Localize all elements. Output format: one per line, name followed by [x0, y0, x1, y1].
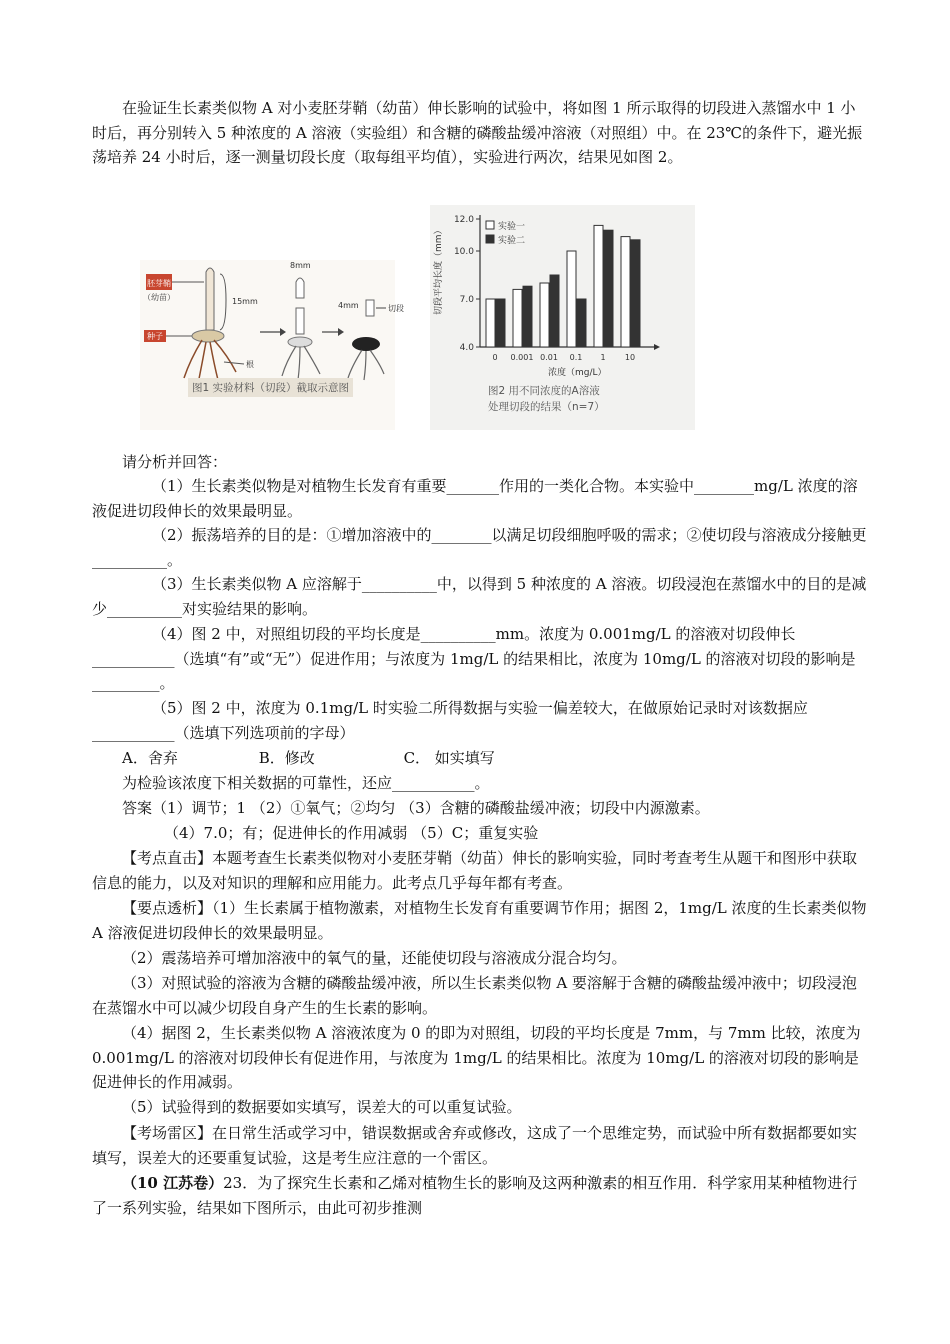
bar-series-1-10: [621, 237, 630, 347]
x-tick-label: 0.01: [540, 353, 558, 362]
y-tick-label: 4.0: [459, 343, 474, 353]
y-axis-label: 切段平均长度（mm）: [434, 225, 444, 315]
label-4mm: 4mm: [338, 301, 359, 310]
question-3: （3）生长素类似物 A 应溶解于__________中，以得到 5 种浓度的 A 溶液。切段浸泡在蒸馏水中的目的是减少__________对实验结果的影响。: [92, 575, 867, 618]
bar-series-1-0.1: [567, 251, 576, 347]
yaodian-paragraph-1: 【要点透析】（1）生长素属于植物激素，对植物生长发育有重要调节作用；据图 2，1mg/L 浓度的生长素类似物 A 溶液促进切段伸长的效果最明显。: [92, 899, 867, 942]
followup-text: 为检验该浓度下相关数据的可靠性，还应___________。: [122, 774, 490, 792]
figure-area: [140, 205, 695, 430]
bar-series-2-0.1: [577, 299, 586, 347]
legend-label-series-2: 实验二: [498, 236, 526, 246]
figure-2-caption-line-1: 图2 用不同浓度的A溶液: [488, 385, 600, 397]
label-seedling: （幼苗）: [143, 293, 175, 302]
x-tick-label: 1: [600, 353, 606, 362]
next-question-text: 23．为了探究生长素和乙烯对植物生长的影响及这两种激素的相互作用．科学家用某种植物进行了一系列实验，结果如下图所示，由此可初步推测: [92, 1174, 858, 1217]
figure-2: [430, 205, 695, 430]
bar-series-2-10: [631, 240, 640, 347]
yaodian-paragraph-5: （5）试验得到的数据要如实填写，误差大的可以重复试验。: [122, 1098, 522, 1116]
yaodian-paragraph-4: （4）据图 2，生长素类似物 A 溶液浓度为 0 的即为对照组，切段的平均长度是 7mm，与 7mm 比较，浓度为 0.001mg/L 的溶液对切段伸长有促进作用，与浓度为 1mg/L 的结果相比。浓度为 10mg/L 的溶液对切段的影响是促进伸长的作用减弱。: [92, 1024, 861, 1091]
label-15mm: 15mm: [232, 297, 258, 306]
yaodian-paragraph-2: （2）震荡培养可增加溶液中的氧气的量，还能使切段与溶液成分混合均匀。: [122, 949, 627, 967]
label-coleoptile: 胚芽鞘: [147, 279, 171, 288]
bar-chart: [430, 205, 695, 380]
bar-series-2-1: [604, 230, 613, 347]
x-tick-label: 0: [492, 353, 498, 362]
x-axis-arrow: [654, 344, 660, 350]
prompt-text: 请分析并回答：: [122, 453, 228, 471]
label-root: 根: [246, 360, 254, 369]
bar-series-1-1: [594, 225, 603, 347]
kaodian-paragraph: 【考点直击】本题考查生长素类似物对小麦胚芽鞘（幼苗）伸长的影响实验，同时考查考生从题干和图形中获取信息的能力，以及对知识的理解和应用能力。此考点几乎每年都有考查。: [92, 849, 858, 892]
y-tick-label: 10.0: [453, 247, 474, 257]
bar-series-1-0.01: [540, 283, 549, 347]
leiqu-paragraph: 【考场雷区】在日常生活或学习中，错误数据或舍弃或修改，这成了一个思维定势，而试验中所有数据都要如实填写，误差大的还要重复试验，这是考生应注意的一个雷区。: [92, 1124, 858, 1167]
y-tick-label: 7.0: [459, 295, 474, 305]
answer-line-2: （4）7.0；有；促进伸长的作用减弱 （5）C；重复实验: [164, 824, 539, 842]
bar-series-2-0.001: [523, 286, 532, 347]
option-a: A．舍弃: [122, 749, 178, 767]
intro-paragraph: 在验证生长素类似物 A 对小麦胚芽鞘（幼苗）伸长影响的试验中，将如图 1 所示取得的切段进入蒸馏水中 1 小时后，再分别转入 5 种浓度的 A 溶液（实验组）和含糖的磷酸盐缓冲溶液（对照组）中。在 23℃的条件下，避光振荡培养 24 小时后，逐一测量切段长度（取每组平均值），实验进行两次，结果见如图 2。: [92, 99, 863, 166]
legend-label-series-1: 实验一: [498, 222, 526, 232]
figure-1: [140, 260, 404, 430]
bar-series-1-0.001: [513, 289, 522, 347]
label-seed: 种子: [147, 332, 163, 341]
x-tick-label: 0.001: [510, 353, 534, 362]
x-tick-label: 0.1: [569, 353, 583, 362]
figure-1-caption: 图1 实验材料（切段）截取示意图: [188, 378, 353, 397]
question-2: （2）振荡培养的目的是：①增加溶液中的________以满足切段细胞呼吸的需求；②使切段与溶液成分接触更__________。: [92, 526, 867, 569]
label-segment: 切段: [388, 304, 404, 313]
option-c: C． 如实填写: [403, 749, 495, 767]
y-tick-label: 12.0: [453, 215, 474, 225]
x-tick-label: 10: [624, 353, 636, 362]
question-5: （5）图 2 中，浓度为 0.1mg/L 时实验二所得数据与实验一偏差较大，在做原始记录时对该数据应___________（选填下列选项前的字母）: [92, 699, 808, 742]
seedling-diagram: [140, 260, 404, 430]
figure-2-caption-line-2: 处理切段的结果（n=7）: [488, 401, 605, 413]
options-row: [122, 746, 898, 771]
x-axis-label: 浓度（mg/L）: [548, 368, 607, 378]
question-1: （1）生长素类似物是对植物生长发育有重要_______作用的一类化合物。本实验中________mg/L 浓度的溶液促进切段伸长的效果最明显。: [92, 477, 858, 520]
answer-line-1: 答案（1）调节；1 （2）①氧气；②均匀 （3）含糖的磷酸盐缓冲液；切段中内源激素。: [122, 799, 710, 817]
bar-series-2-0: [496, 299, 505, 347]
label-8mm: 8mm: [290, 261, 311, 270]
option-b: B．修改: [258, 749, 315, 767]
legend-swatch-series-1: [486, 221, 494, 229]
next-question-paragraph: [92, 1171, 868, 1220]
question-4: （4）图 2 中，对照组切段的平均长度是__________mm。浓度为 0.001mg/L 的溶液对切段伸长___________（选填“有”或“无”）促进作用；与浓度为 1mg/L 的结果相比，浓度为 10mg/L 的溶液对切段的影响是_________。: [92, 625, 856, 692]
legend: [486, 220, 525, 246]
yaodian-paragraph-3: （3）对照试验的溶液为含糖的磷酸盐缓冲液，所以生长素类似物 A 要溶解于含糖的磷酸盐缓冲液中；切段浸泡在蒸馏水中可以减少切段自身产生的生长素的影响。: [92, 974, 857, 1017]
bar-series-1-0: [486, 299, 495, 347]
next-question-source: （10 江苏卷）: [122, 1174, 224, 1192]
legend-swatch-series-2: [486, 235, 494, 243]
bar-series-2-0.01: [550, 275, 559, 347]
